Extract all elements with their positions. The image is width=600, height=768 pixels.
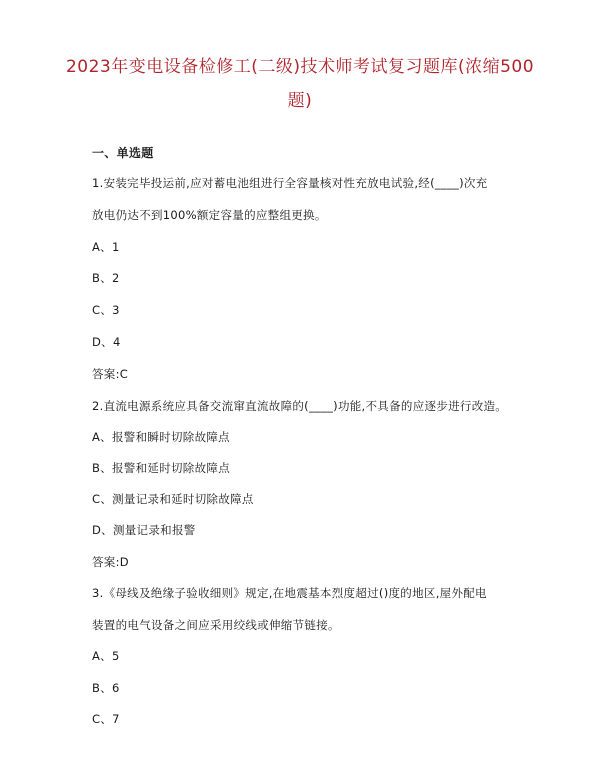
question-3-stem-line-1: 3.《母线及绝缘子验收细则》规定,在地震基本烈度超过()度的地区,屋外配电	[92, 586, 487, 600]
question-3-option-b: B、6	[92, 681, 120, 695]
question-2-option-a: A、报警和瞬时切除故障点	[92, 430, 230, 444]
question-1-stem-line-2: 放电仍达不到100%额定容量的应整组更换。	[92, 208, 327, 222]
question-2-stem: 2.直流电源系统应具备交流窜直流故障的(____)功能,不具备的应逐步进行改造。	[92, 399, 508, 413]
question-2-option-d: D、测量记录和报警	[92, 523, 196, 537]
question-3-stem-line-2: 装置的电气设备之间应采用绞线或伸缩节链接。	[92, 618, 340, 632]
question-3-option-c: C、7	[92, 712, 120, 726]
question-1-option-c: C、3	[92, 303, 120, 317]
question-2-option-c: C、测量记录和延时切除故障点	[92, 492, 254, 506]
question-2-option-b: B、报警和延时切除故障点	[92, 461, 230, 475]
question-2-answer: 答案:D	[92, 555, 129, 569]
question-1-option-d: D、4	[92, 335, 121, 349]
question-1-stem-line-1: 1.安装完毕投运前,应对蓄电池组进行全容量核对性充放电试验,经(____)次充	[92, 176, 488, 190]
document-title: 2023年变电设备检修工(二级)技术师考试复习题库(浓缩500题)	[65, 57, 535, 111]
question-1-answer: 答案:C	[92, 367, 129, 381]
question-1-option-b: B、2	[92, 271, 120, 285]
section-heading: 一、单选题	[92, 146, 154, 160]
question-3-option-a: A、5	[92, 649, 120, 663]
question-1-option-a: A、1	[92, 240, 120, 254]
